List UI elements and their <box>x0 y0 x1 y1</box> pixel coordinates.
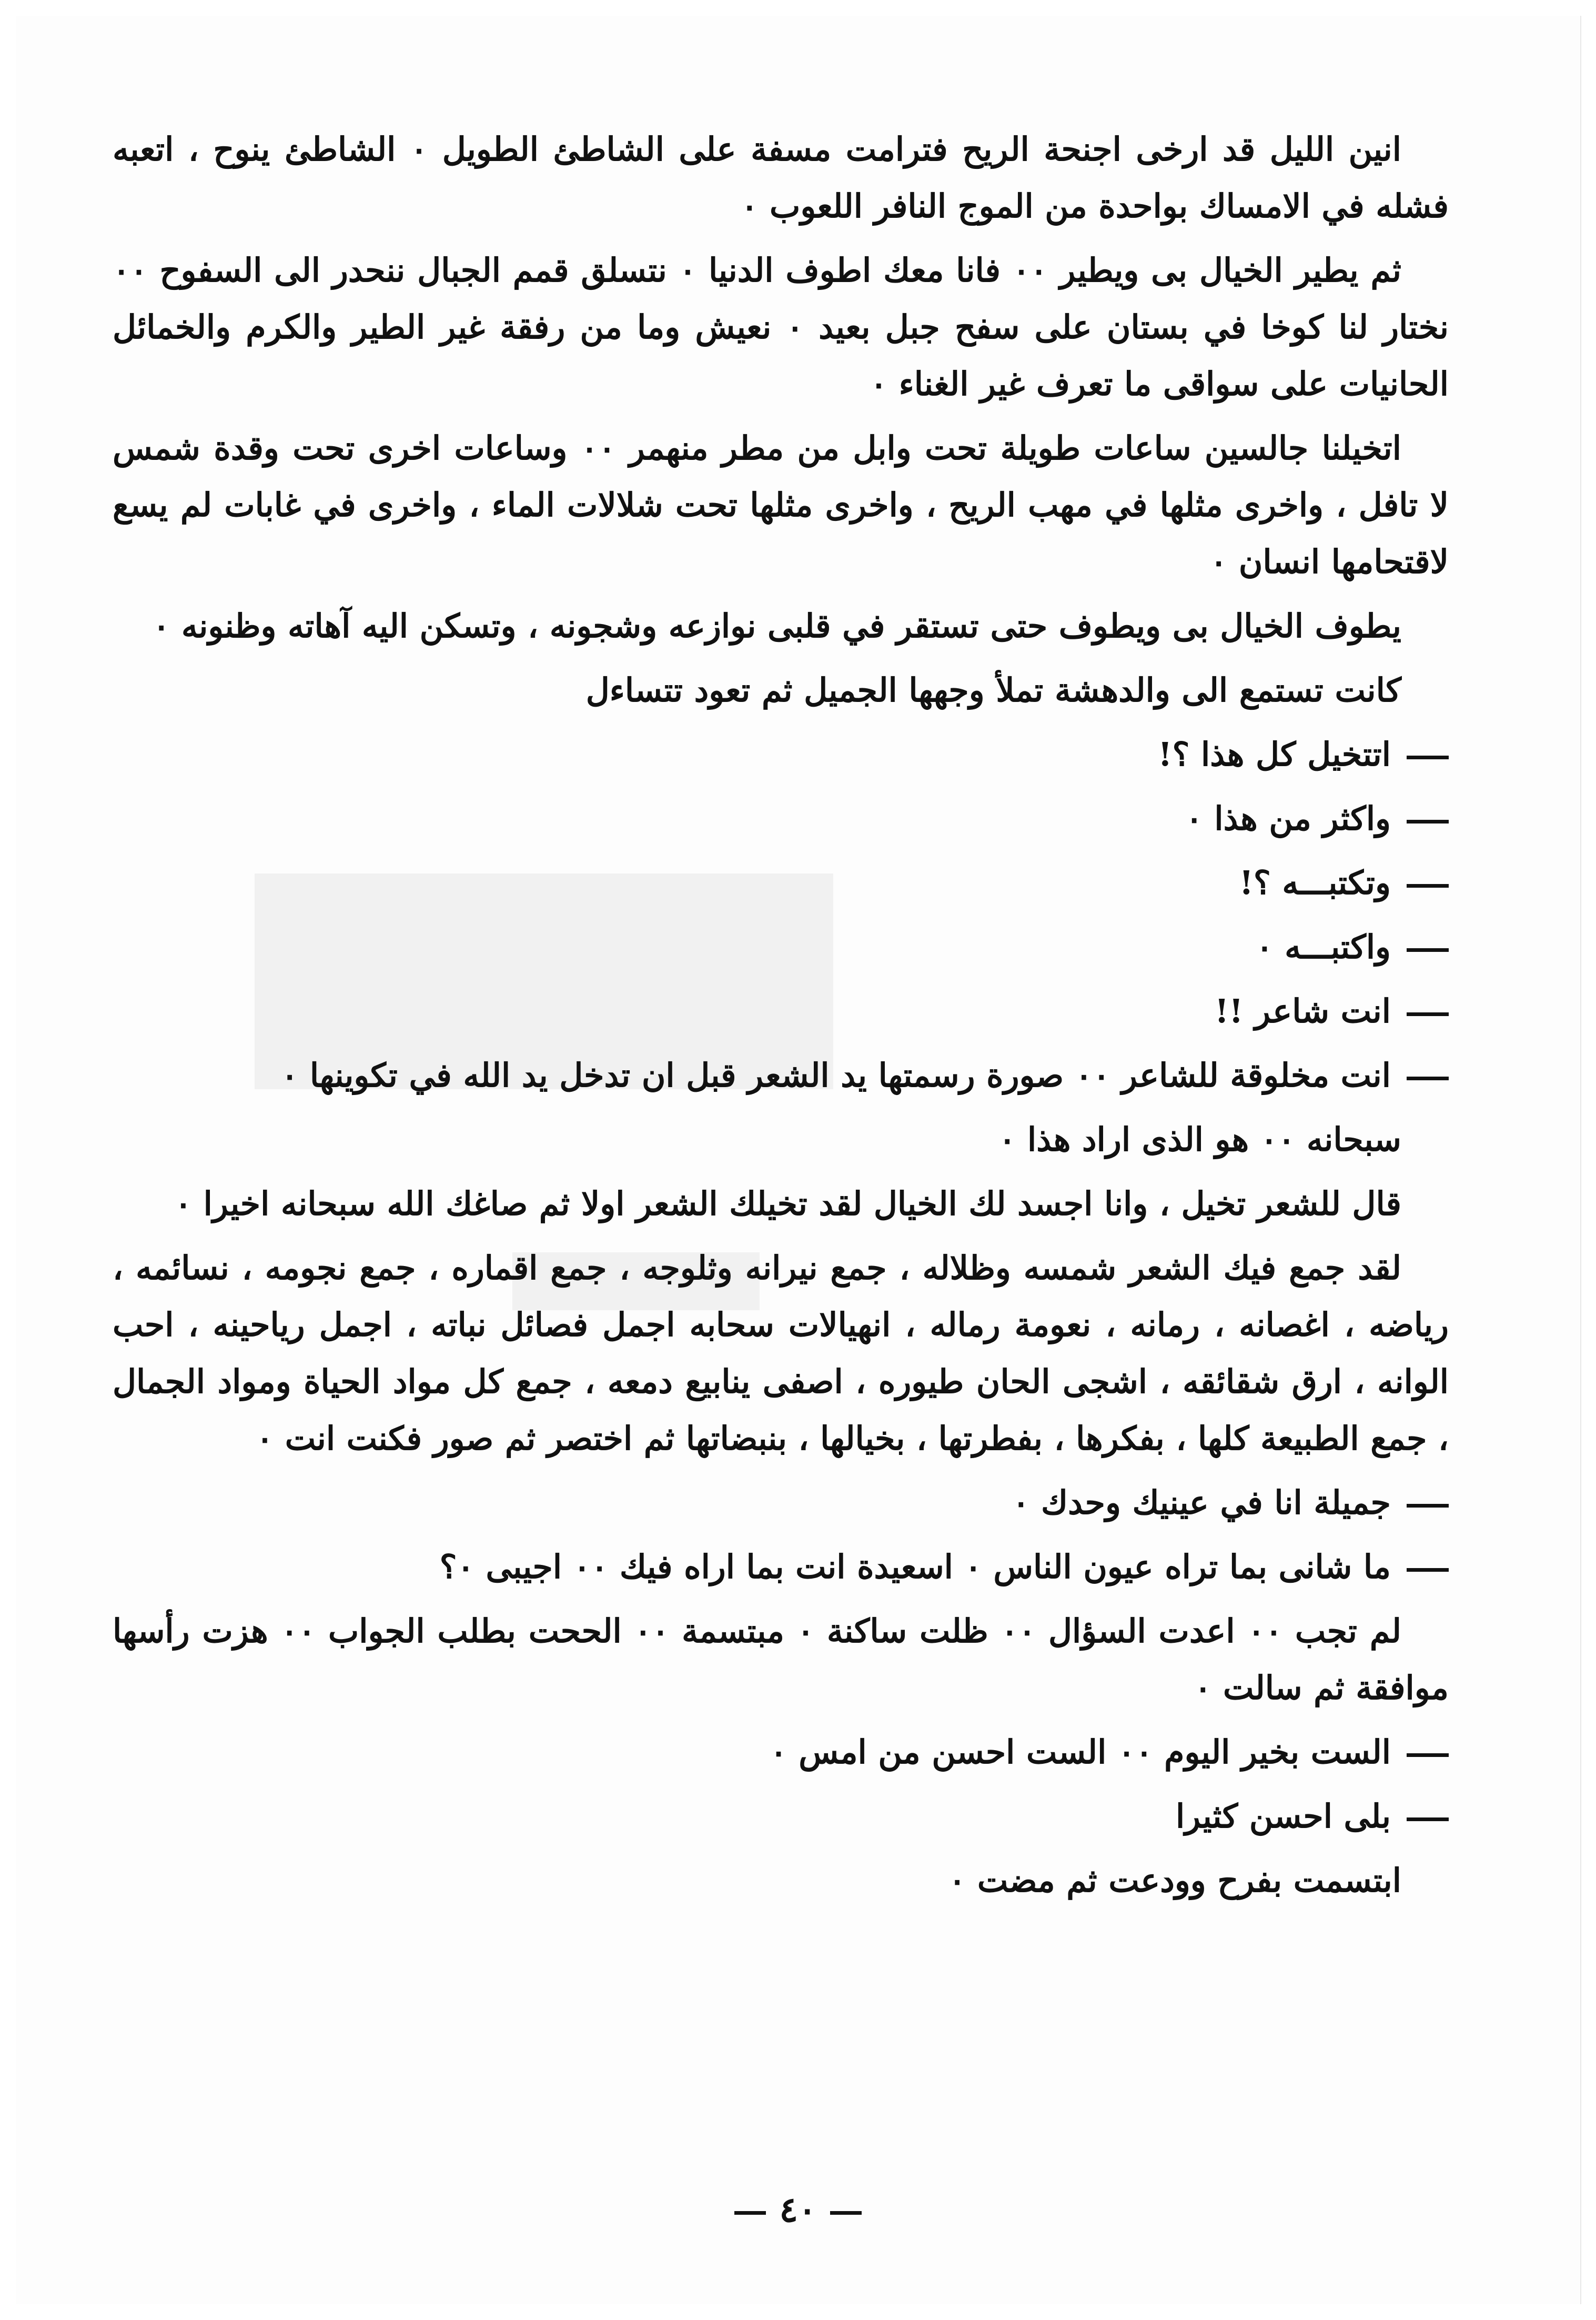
dialogue-text: واكتبـــه ٠ <box>1256 928 1391 966</box>
dialogue-line <box>113 855 1449 911</box>
dialogue-line <box>113 1539 1449 1595</box>
dialogue-text: واكثر من هذا ٠ <box>1185 799 1391 838</box>
dialogue-line <box>113 983 1449 1040</box>
paragraph: اتخيلنا جالسين ساعات طويلة تحت وابل من مطر منهمر ٠٠ وساعات اخرى تحت وقدة شمس لا تافل ، واخرى مثلها في مهب الريح ، واخرى مثلها تحت شلالات الماء ، واخرى في غابات لم يسع لاقتحامها انسان ٠ <box>113 429 1449 581</box>
paragraph: يطوف الخيال بى ويطوف حتى تستقر في قلبى نوازعه وشجونه ، وتسكن اليه آهاته وظنونه ٠ <box>153 607 1401 645</box>
dialogue-text: الست بخير اليوم ٠٠ الست احسن من امس ٠ <box>770 1733 1391 1771</box>
book-page <box>16 16 1581 2304</box>
dialogue-dash-icon <box>1391 919 1449 976</box>
paragraph: كانت تستمع الى والدهشة تملأ وجهها الجميل ثم تعود تتساءل <box>585 671 1401 709</box>
dialogue-text: انت مخلوقة للشاعر ٠٠ صورة رسمتها يد الشعر قبل ان تدخل يد الله في تكوينها ٠ <box>281 1056 1391 1094</box>
dialogue-text: ما شانى بما تراه عيون الناس ٠ اسعيدة انت بما اراه فيك ٠٠ اجيبى ٠؟ <box>439 1548 1391 1586</box>
dialogue-dash-icon <box>1391 790 1449 847</box>
paragraph: لم تجب ٠٠ اعدت السؤال ٠٠ ظلت ساكنة ٠ مبتسمة ٠٠ الححت بطلب الجواب ٠٠ هزت رأسها موافقة ثم سالت ٠ <box>113 1612 1449 1707</box>
dialogue-line <box>113 1788 1449 1845</box>
page-number-rule <box>830 2211 862 2215</box>
dialogue-line <box>113 726 1449 783</box>
page-number-rule <box>734 2211 766 2215</box>
dialogue-dash-icon <box>1391 1047 1449 1104</box>
dialogue-line <box>113 919 1449 976</box>
dialogue-text: بلى احسن كثيرا <box>1175 1797 1391 1835</box>
dialogue-dash-icon <box>1391 1788 1449 1845</box>
dialogue-text: وتكتبـــه ؟! <box>1239 863 1391 902</box>
paragraph: ثم يطير الخيال بى ويطير ٠٠ فانا معك اطوف الدنيا ٠ نتسلق قمم الجبال ننحدر الى السفوح ٠٠ نختار لنا كوخا في بستان على سفح جبل بعيد ٠ نعيش وما من رفقة غير الطير والكرم والخمائل الحانيات على سواقى ما تعرف غير الغناء ٠ <box>113 251 1449 403</box>
dialogue-text: اتتخيل كل هذا ؟! <box>1158 735 1391 774</box>
dialogue-text: انت شاعر !! <box>1214 992 1391 1030</box>
dialogue-dash-icon <box>1391 1724 1449 1781</box>
dialogue-line <box>113 790 1449 847</box>
dialogue-dash-icon <box>1391 983 1449 1040</box>
dialogue-line <box>113 1047 1449 1104</box>
dialogue-dash-icon <box>1391 855 1449 911</box>
page-number-value: ٤٠ <box>779 2189 817 2230</box>
dialogue-dash-icon <box>1391 1474 1449 1531</box>
dialogue-line <box>113 1724 1449 1781</box>
dialogue-line <box>113 1474 1449 1531</box>
paragraph: لقد جمع فيك الشعر شمسه وظلاله ، جمع نيرانه وثلوجه ، جمع اقماره ، جمع نجومه ، نسائمه ، رياضه ، اغصانه ، رمانه ، نعومة رماله ، انهيالات سحابه اجمل فصائل نباته ، اجمل رياحينه ، احب الوانه ، ارق شقائقه ، اشجى الحان طيوره ، اصفى ينابيع دمعه ، جمع كل مواد الحياة ومواد الجمال ، جمع الطبيعة كلها ، بفكرها ، بفطرتها ، بخيالها ، بنبضاتها ثم اختصر ثم صور فكنت انت ٠ <box>113 1249 1449 1458</box>
body-text <box>113 121 1449 1916</box>
paragraph: انين الليل قد ارخى اجنحة الريح فترامت مسفة على الشاطئ الطويل ٠ الشاطئ ينوح ، اتعبه فشله في الامساك بواحدة من الموج النافر اللعوب ٠ <box>113 130 1449 225</box>
dialogue-text: جميلة انا في عينيك وحدك ٠ <box>1012 1483 1391 1522</box>
paragraph: سبحانه ٠٠ هو الذى اراد هذا ٠ <box>998 1120 1401 1159</box>
page-number <box>16 2189 1580 2230</box>
paragraph: قال للشعر تخيل ، وانا اجسد لك الخيال لقد تخيلك الشعر اولا ثم صاغك الله سبحانه اخيرا ٠ <box>174 1184 1401 1223</box>
dialogue-dash-icon <box>1391 1539 1449 1595</box>
dialogue-dash-icon <box>1391 726 1449 783</box>
paragraph: ابتسمت بفرح وودعت ثم مضت ٠ <box>948 1861 1401 1900</box>
